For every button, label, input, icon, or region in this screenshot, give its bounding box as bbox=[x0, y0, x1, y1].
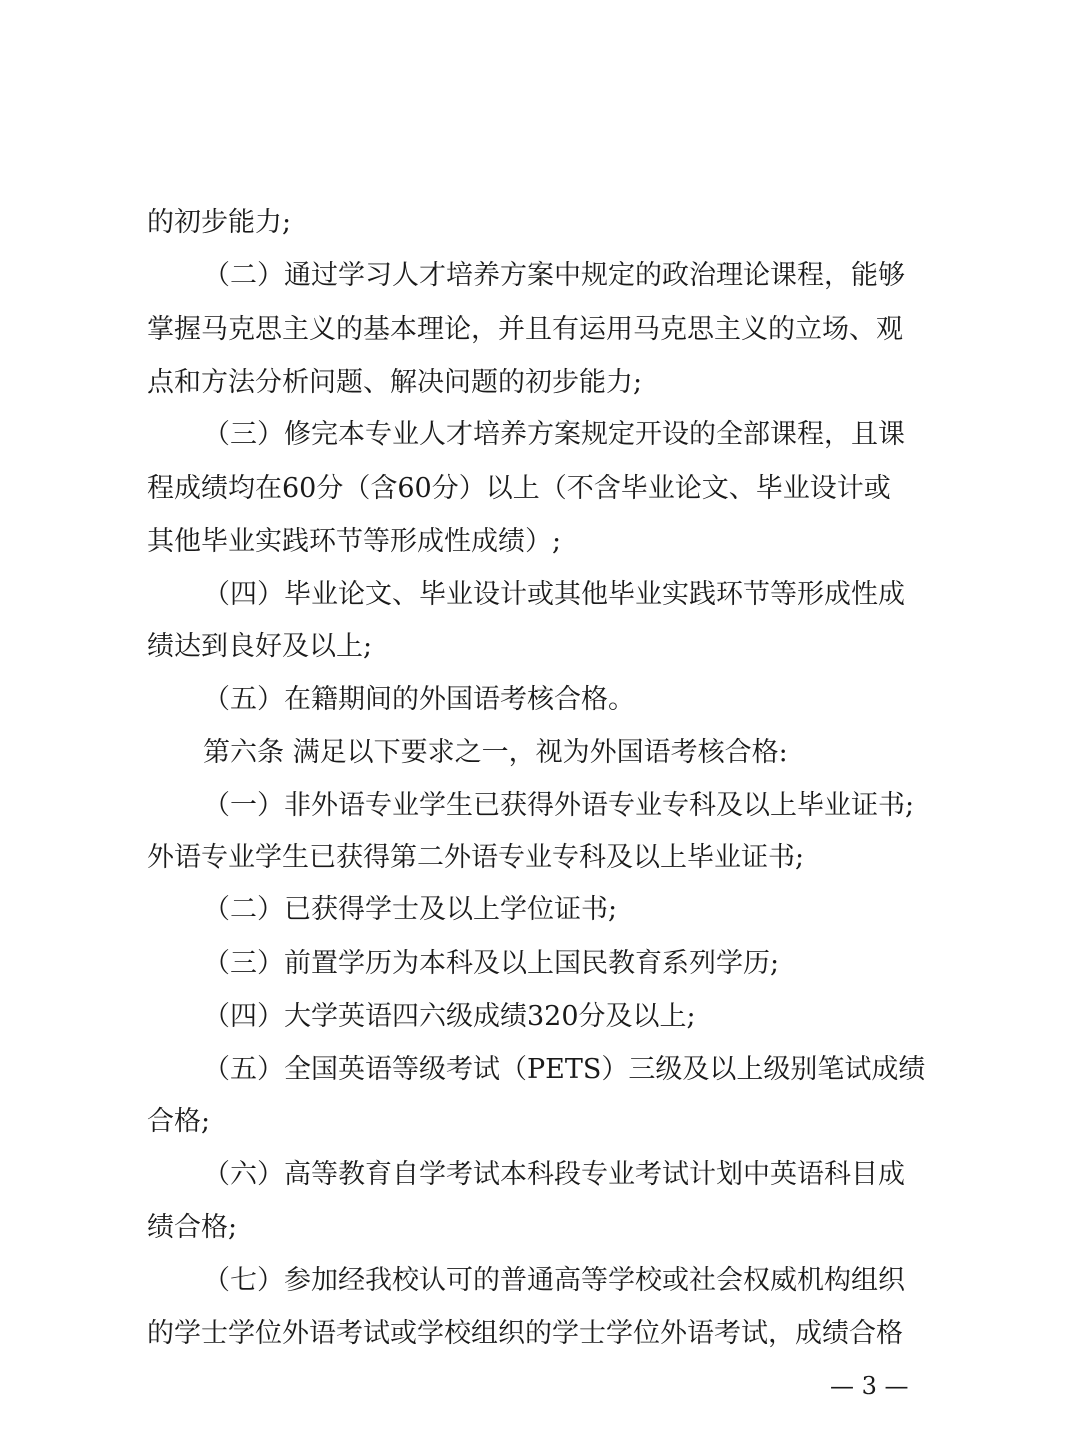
paragraph-line: （五）在籍期间的外国语考核合格。 bbox=[203, 684, 635, 715]
article-heading-line: 第六条 满足以下要求之一，视为外国语考核合格: bbox=[203, 737, 788, 768]
paragraph-line: （四）大学英语四六级成绩320分及以上; bbox=[203, 1001, 696, 1032]
paragraph-line: 的学士学位外语考试或学校组织的学士学位外语考试，成绩合格 bbox=[147, 1318, 903, 1349]
paragraph-line: 其他毕业实践环节等形成性成绩）; bbox=[147, 526, 562, 557]
page-number: — 3 — bbox=[830, 1372, 909, 1400]
paragraph-line: （二）已获得学士及以上学位证书; bbox=[203, 894, 618, 925]
paragraph-line: 程成绩均在60分（含60分）以上（不含毕业论文、毕业设计或 bbox=[147, 473, 891, 504]
paragraph-line: （五）全国英语等级考试（PETS）三级及以上级别笔试成绩 bbox=[203, 1054, 926, 1085]
paragraph-line: （一）非外语专业学生已获得外语专业专科及以上毕业证书; bbox=[203, 790, 915, 821]
paragraph-line: （七）参加经我校认可的普通高等学校或社会权威机构组织 bbox=[203, 1265, 905, 1296]
paragraph-line: 点和方法分析问题、解决问题的初步能力; bbox=[147, 367, 643, 398]
paragraph-line: （三）修完本专业人才培养方案规定开设的全部课程，且课 bbox=[203, 419, 905, 450]
paragraph-line: 的初步能力; bbox=[147, 207, 292, 238]
paragraph-line: 合格; bbox=[147, 1106, 211, 1137]
paragraph-line: 外语专业学生已获得第二外语专业专科及以上毕业证书; bbox=[147, 842, 805, 873]
paragraph-line: （二）通过学习人才培养方案中规定的政治理论课程，能够 bbox=[203, 260, 905, 291]
paragraph-line: 绩合格; bbox=[147, 1212, 238, 1243]
paragraph-line: （四）毕业论文、毕业设计或其他毕业实践环节等形成性成 bbox=[203, 579, 905, 610]
paragraph-line: 掌握马克思主义的基本理论，并且有运用马克思主义的立场、观 bbox=[147, 314, 903, 345]
paragraph-line: 绩达到良好及以上; bbox=[147, 631, 373, 662]
paragraph-line: （六）高等教育自学考试本科段专业考试计划中英语科目成 bbox=[203, 1159, 905, 1190]
paragraph-line: （三）前置学历为本科及以上国民教育系列学历; bbox=[203, 948, 780, 979]
